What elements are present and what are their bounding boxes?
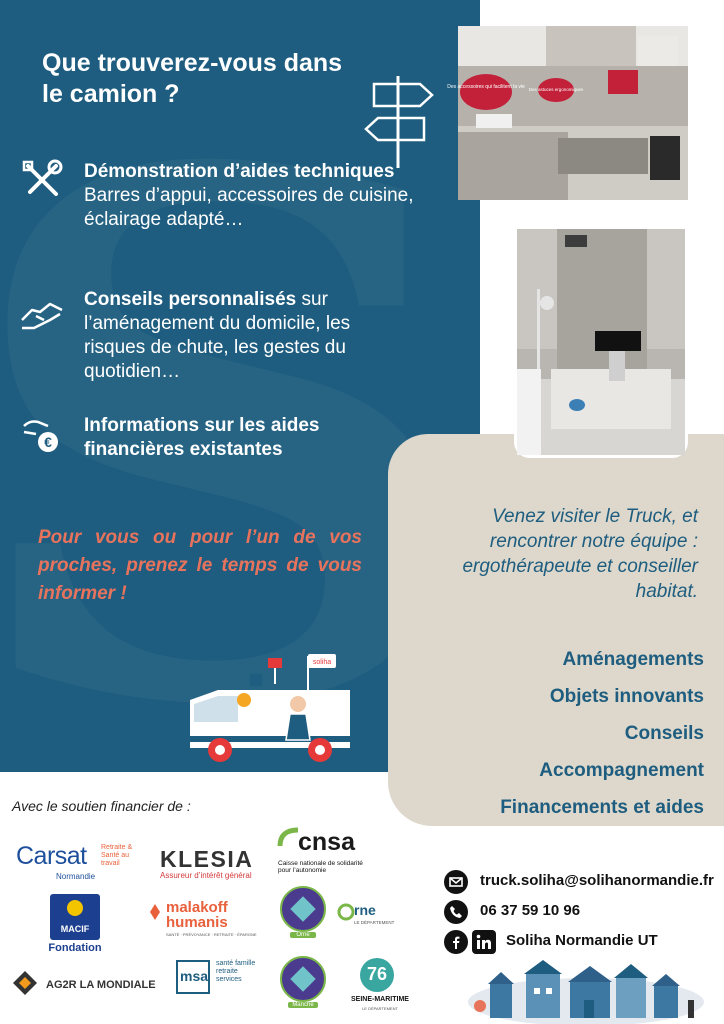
photo-sign-2: Des astuces ergonomiques	[528, 87, 584, 92]
quote-text: Pour vous ou pour l’un de vos proches, prenez le temps de vous informer !	[38, 527, 362, 604]
services-list	[500, 648, 704, 833]
contact-social-text[interactable]: Soliha Normandie UT	[506, 932, 658, 949]
photo-sign-1: Des accessoires qui facilitent la vie	[447, 84, 525, 90]
klesia-name: KLESIA	[160, 846, 254, 872]
feature-title: Démonstration d’aides techniques	[84, 161, 395, 182]
badge-orne-label: Orne	[290, 932, 316, 938]
klesia-tag: Assureur d’intérêt général	[160, 871, 252, 880]
cnsa-name: cnsa	[298, 828, 355, 856]
contact-phone-text[interactable]: 06 37 59 10 96	[480, 902, 581, 919]
service-item: Objets innovants	[549, 686, 704, 707]
handshake-icon	[20, 290, 64, 334]
klesia-logo	[156, 846, 260, 882]
service-item: Conseils	[624, 723, 704, 744]
orne-departement-logo	[336, 900, 406, 930]
feature-text: sur l’aménagement du domicile, les risques de chute, les gestes du quotidien…	[84, 289, 351, 382]
truck-flag-label: soliha	[312, 659, 332, 666]
tools-icon	[20, 158, 64, 202]
orne-o-icon	[336, 902, 356, 922]
sm-sub: LE DÉPARTEMENT	[362, 1006, 398, 1011]
feature-informations	[84, 414, 414, 462]
feature-conseils	[84, 288, 414, 384]
support-label: Avec le soutien financier de :	[12, 798, 191, 814]
orne-name: rne	[354, 902, 376, 918]
msa-name: msa	[180, 968, 209, 984]
conference-badge-manche	[280, 956, 326, 1018]
carsat-name: Carsat	[16, 842, 87, 870]
facebook-icon[interactable]	[444, 930, 468, 954]
badge-manche-label: Manche	[288, 1002, 318, 1008]
contact-email-text[interactable]: truck.soliha@solihanormandie.fr	[480, 872, 714, 889]
macif-emblem-icon	[67, 900, 83, 916]
malakoff-symbol-icon	[148, 902, 162, 922]
email-icon	[444, 870, 468, 894]
malakoff-humanis-logo	[148, 900, 258, 940]
truck-illustration	[180, 640, 360, 770]
page-title: Que trouverez-vous dans le camion ?	[42, 49, 343, 108]
service-item: Financements et aides	[500, 797, 704, 818]
cnsa-tag: Caisse nationale de solidarité pour l’autonomie	[278, 860, 363, 874]
hand-euro-icon	[20, 412, 64, 456]
sm-name: SEINE-MARITIME	[351, 996, 409, 1003]
carsat-logo	[16, 842, 138, 882]
msa-tag: santé famille retraite services	[216, 960, 256, 983]
kitchen-photo	[447, 26, 688, 200]
seine-maritime-logo	[350, 958, 410, 1016]
orne-sub: LE DÉPARTEMENT	[354, 920, 395, 925]
macif-sub: Fondation	[48, 942, 102, 954]
signpost-icon	[360, 70, 440, 170]
malakoff-name: malakoff humanis	[166, 899, 228, 931]
feature-title: Informations sur les aides financières existantes	[84, 415, 320, 460]
ag2r-name: AG2R LA MONDIALE	[46, 979, 156, 991]
visit-text: Venez visiter le Truck, et rencontrer notre équipe : ergothérapeute et conseiller habitat.	[462, 506, 698, 602]
feature-text: Barres d’appui, accessoires de cuisine, éclairage adapté…	[84, 185, 414, 230]
feature-demonstration	[84, 160, 414, 232]
cnsa-logo	[276, 826, 372, 880]
feature-title: Conseils personnalisés	[84, 289, 297, 310]
phone-icon	[444, 900, 468, 924]
svg-text:€: €	[44, 434, 52, 450]
carsat-tag: Retraite & Santé au travail	[101, 844, 133, 867]
service-item: Aménagements	[562, 649, 704, 670]
carsat-region: Normandie	[56, 872, 96, 881]
malakoff-tag: SANTÉ · PRÉVOYANCE · RETRAITE · ÉPARGNE	[166, 932, 257, 937]
macif-box	[50, 894, 100, 940]
linkedin-icon[interactable]	[472, 930, 496, 954]
macif-name: MACIF	[60, 924, 90, 934]
msa-box	[176, 960, 210, 994]
conference-badge-orne	[280, 886, 326, 946]
msa-logo	[176, 960, 266, 1000]
ag2r-logo	[10, 968, 160, 1004]
village-illustration	[466, 954, 706, 1024]
sm-number: 76	[366, 964, 388, 984]
macif-logo	[40, 894, 110, 958]
ag2r-emblem-icon	[12, 970, 38, 996]
shower-photo	[514, 226, 688, 458]
service-item: Accompagnement	[539, 760, 704, 781]
